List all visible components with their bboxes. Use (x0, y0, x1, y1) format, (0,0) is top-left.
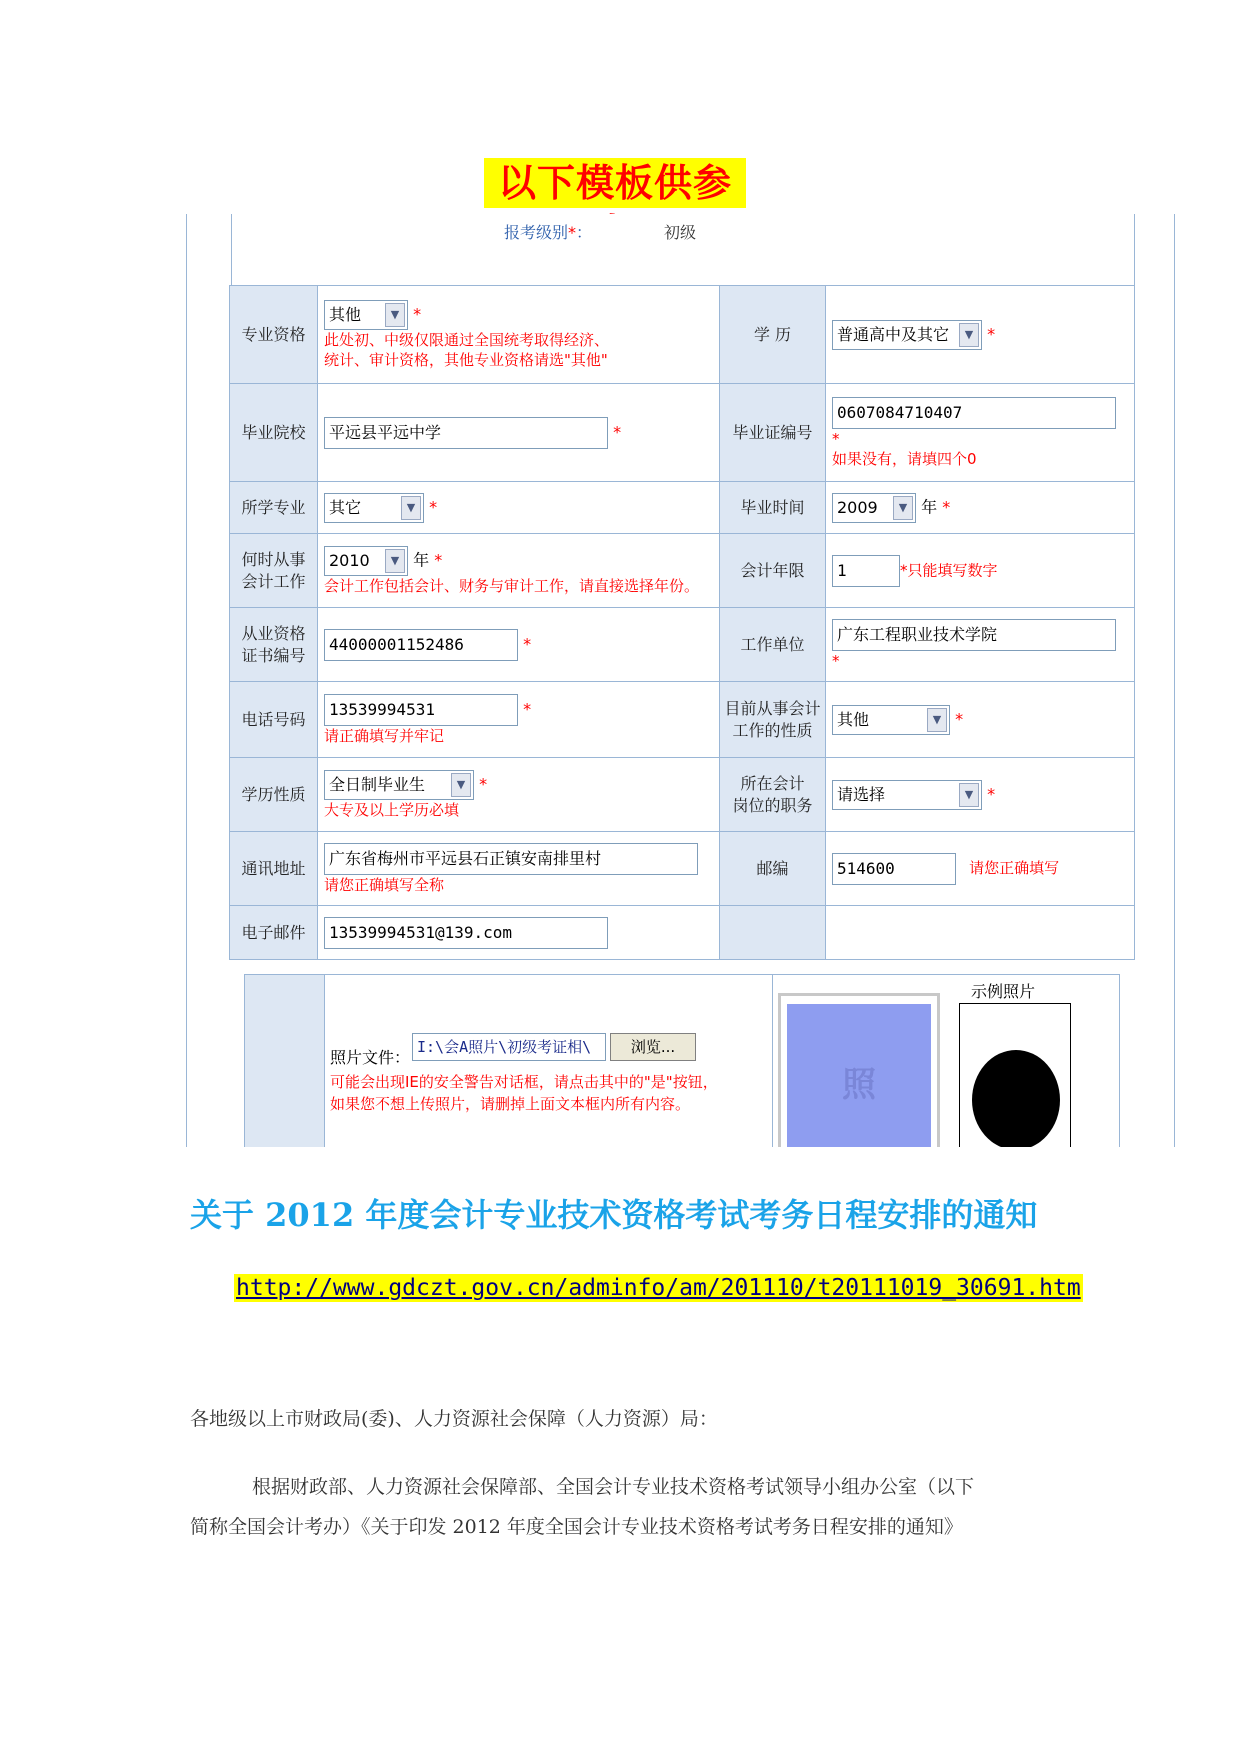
position-select[interactable]: 请选择 ▼ (832, 780, 982, 810)
years-cell (826, 534, 1135, 608)
required-mark: * (942, 497, 951, 516)
photo-preview-area (772, 975, 1119, 1147)
email-cell (318, 906, 720, 960)
form-row (230, 384, 1135, 482)
cert-no-input[interactable]: 0607084710407 (832, 397, 1116, 429)
form-row (230, 758, 1135, 832)
work-start-select[interactable]: 2010 ▼ (324, 546, 408, 576)
empty-label (720, 906, 826, 960)
level-section (231, 214, 1135, 286)
form-row (230, 608, 1135, 682)
required-mark: * (479, 774, 488, 793)
notice-heading: 关于 2012 年度会计专业技术资格考试考务日程安排的通知 (190, 1196, 1038, 1234)
school-input[interactable]: 平远县平远中学 (324, 417, 608, 449)
browse-button[interactable]: 浏览... (610, 1033, 696, 1061)
address-input[interactable]: 广东省梅州市平远县石正镇安南排里村 (324, 843, 698, 875)
level-value: 初级 (664, 223, 697, 242)
prof-qual-label: 专业资格 (230, 286, 318, 384)
year-unit: 年 (921, 497, 938, 516)
work-start-label: 何时从事 会计工作 (230, 534, 318, 608)
employer-input[interactable]: 广东工程职业技术学院 (832, 619, 1116, 651)
qual-cert-cell (318, 608, 720, 682)
employer-cell (826, 608, 1135, 682)
photo-file-input[interactable]: I:\会A照片\初级考证相\ (412, 1033, 606, 1061)
zip-note: 请您正确填写 (969, 859, 1060, 877)
required-mark: * (987, 784, 996, 803)
photo-file-label: 照片文件： (330, 1048, 411, 1067)
form-row (230, 482, 1135, 534)
zip-cell (826, 832, 1135, 906)
required-mark: * (613, 422, 622, 441)
cert-no-label: 毕业证编号 (720, 384, 826, 482)
work-nature-cell (826, 682, 1135, 758)
required-mark: * (900, 561, 908, 579)
photo-upload-area (326, 975, 772, 1147)
chevron-down-icon: ▼ (959, 783, 979, 807)
phone-cell (318, 682, 720, 758)
prof-qual-note: 此处初、中级仅限通过全国统考取得经济、 (324, 330, 610, 349)
salutation-text: 各地级以上市财政局(委)、人力资源社会保障（人力资源）局： (190, 1408, 718, 1430)
required-mark: * (955, 709, 964, 728)
address-cell (318, 832, 720, 906)
required-mark: * (832, 429, 840, 448)
education-label: 学 历 (720, 286, 826, 384)
email-label: 电子邮件 (230, 906, 318, 960)
phone-label: 电话号码 (230, 682, 318, 758)
phone-input[interactable]: 13539994531 (324, 694, 518, 726)
chevron-down-icon: ▼ (385, 303, 405, 327)
form-row (230, 286, 1135, 384)
prof-qual-select[interactable]: 其他 ▼ (324, 300, 408, 330)
form-row (230, 906, 1135, 960)
registration-form-table (229, 285, 1135, 960)
prof-qual-note-2: 统计、审计资格，其他专业资格请选"其他" (324, 350, 608, 369)
chevron-down-icon: ▼ (451, 773, 471, 797)
major-label: 所学专业 (230, 482, 318, 534)
major-cell (318, 482, 720, 534)
years-input[interactable]: 1 (832, 555, 900, 587)
address-note: 请您正确填写全称 (324, 875, 445, 894)
work-start-note: 会计工作包括会计、财务与审计工作，请直接选择年份。 (324, 576, 700, 595)
required-mark: * (413, 304, 422, 323)
form-row (230, 682, 1135, 758)
work-nature-select[interactable]: 其他 ▼ (832, 705, 950, 735)
prof-qual-cell (318, 286, 720, 384)
work-start-cell (318, 534, 720, 608)
photo-placeholder: 照 (787, 1004, 931, 1147)
zip-input[interactable]: 514600 (832, 853, 956, 885)
required-mark: * (429, 497, 438, 516)
form-row (230, 534, 1135, 608)
qual-cert-label: 从业资格 证书编号 (230, 608, 318, 682)
work-nature-label: 目前从事会计 工作的性质 (720, 682, 826, 758)
years-label: 会计年限 (720, 534, 826, 608)
required-mark: * (523, 699, 532, 718)
edu-type-cell (318, 758, 720, 832)
grad-time-cell (826, 482, 1135, 534)
cert-no-note: 如果没有，请填四个0 (832, 449, 977, 468)
photo-section (244, 974, 1120, 1147)
qual-cert-input[interactable]: 44000001152486 (324, 629, 518, 661)
education-select[interactable]: 普通高中及其它 ▼ (832, 320, 982, 350)
level-label: 报考级别*： (504, 223, 593, 242)
chevron-down-icon: ▼ (927, 708, 947, 732)
photo-note: 可能会出现IE的安全警告对话框，请点击其中的"是"按钮， 如果您不想上传照片，请删掉上面文本框内所有内容。 (330, 1073, 718, 1113)
chevron-down-icon: ▼ (959, 323, 979, 347)
position-cell (826, 758, 1135, 832)
empty-cell (826, 906, 1135, 960)
zip-label: 邮编 (720, 832, 826, 906)
school-label: 毕业院校 (230, 384, 318, 482)
sample-head-silhouette (972, 1050, 1060, 1147)
registration-form-screenshot (186, 214, 1175, 1147)
chevron-down-icon: ▼ (385, 549, 405, 573)
year-unit: 年 (413, 550, 430, 569)
required-mark: * (832, 651, 840, 670)
email-input[interactable]: 13539994531@139.com (324, 917, 608, 949)
body-paragraph-line-2: 简称全国会计考办）《关于印发 2012 年度全国会计专业技术资格考试考务日程安排的通知》 (190, 1516, 963, 1538)
phone-note: 请正确填写并牢记 (324, 726, 445, 745)
required-mark: * (434, 550, 443, 569)
reference-banner: 以下模板供参 (484, 158, 746, 208)
address-label: 通讯地址 (230, 832, 318, 906)
notice-link[interactable]: http://www.gdczt.gov.cn/adminfo/am/201110/t20111019_30691.htm (236, 1275, 1081, 1301)
edu-type-select[interactable]: 全日制毕业生 ▼ (324, 770, 474, 800)
edu-type-label: 学历性质 (230, 758, 318, 832)
chevron-down-icon: ▼ (893, 496, 913, 520)
required-mark: * (523, 634, 532, 653)
major-select[interactable]: 其它 ▼ (324, 493, 424, 523)
school-cell (318, 384, 720, 482)
photo-placeholder-frame (778, 993, 940, 1147)
cert-no-cell (826, 384, 1135, 482)
chevron-down-icon: ▼ (401, 496, 421, 520)
years-note: 只能填写数字 (907, 561, 998, 579)
sample-photo-title: 示例照片 (971, 982, 1036, 1001)
education-cell (826, 286, 1135, 384)
form-row (230, 832, 1135, 906)
edu-type-note: 大专及以上学历必填 (324, 800, 460, 819)
body-paragraph-line-1: 根据财政部、人力资源社会保障部、全国会计专业技术资格考试领导小组办公室（以下 (252, 1476, 975, 1498)
position-label: 所在会计 岗位的职务 (720, 758, 826, 832)
grad-time-label: 毕业时间 (720, 482, 826, 534)
employer-label: 工作单位 (720, 608, 826, 682)
photo-label-column (245, 975, 325, 1147)
grad-year-select[interactable]: 2009 ▼ (832, 493, 916, 523)
required-mark: * (987, 324, 996, 343)
sample-photo-frame (959, 1003, 1071, 1147)
